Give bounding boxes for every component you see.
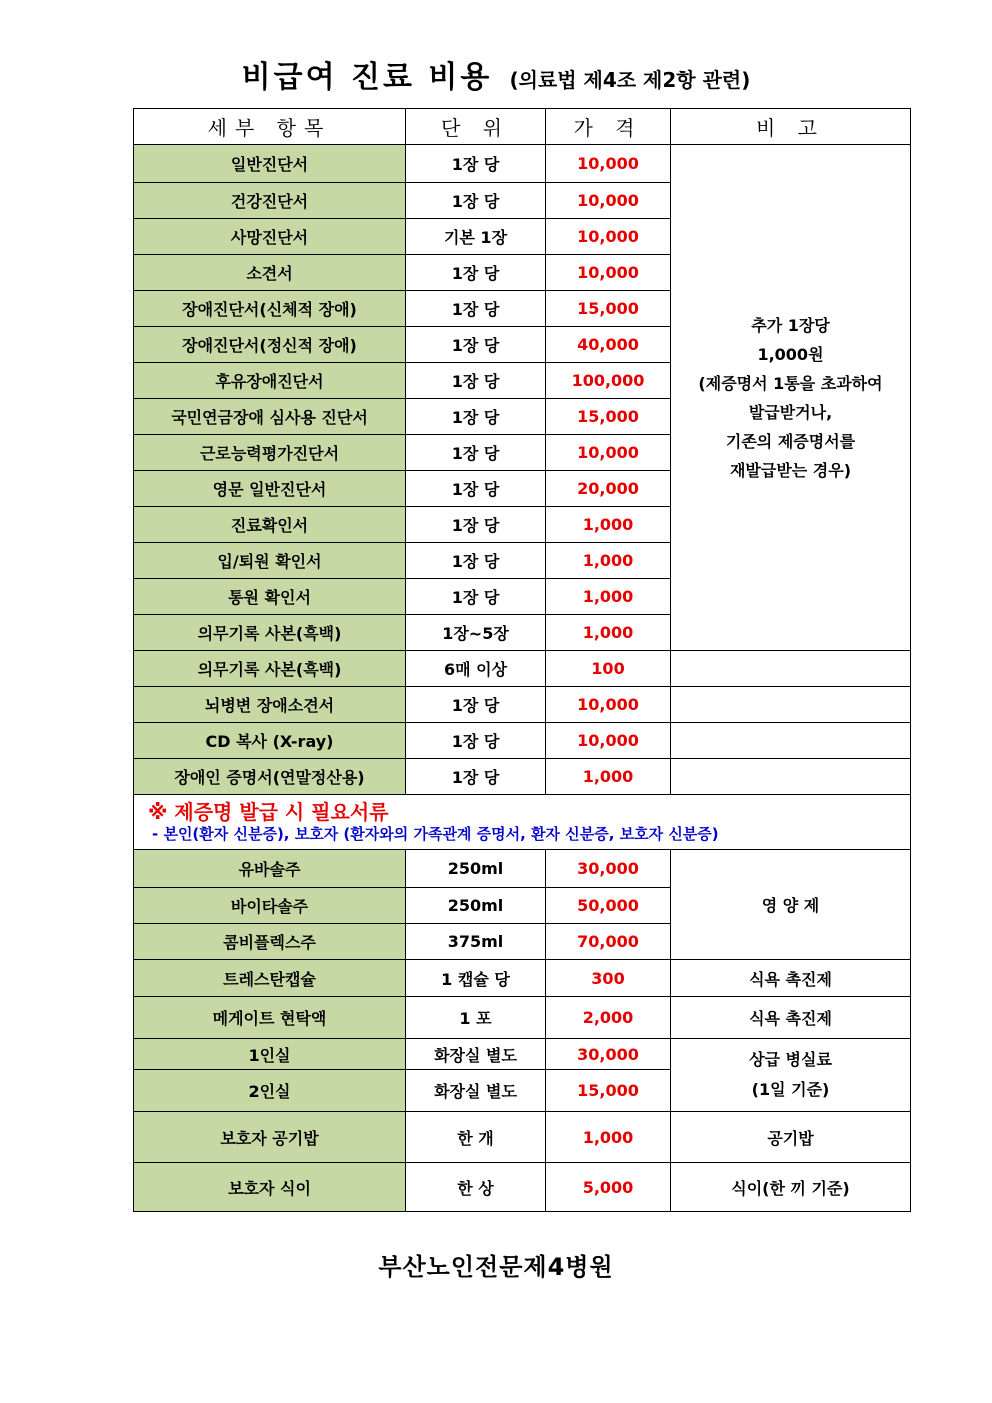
item-unit: 1장 당 [406,363,546,399]
item-name: 건강진단서 [134,183,406,219]
item-name: 뇌병변 장애소견서 [134,687,406,723]
item-price: 300 [546,960,671,997]
item-name: 메게이트 현탁액 [134,997,406,1039]
item-remark: 공기밥 [671,1112,911,1163]
item-unit: 1장 당 [406,327,546,363]
item-price: 5,000 [546,1163,671,1212]
item-price: 50,000 [546,888,671,924]
item-name: 1인실 [134,1039,406,1070]
certificate-remark [671,145,911,651]
item-name: 2인실 [134,1070,406,1112]
notice-row [134,795,911,850]
item-price: 15,000 [546,291,671,327]
item-remark: 식욕 촉진제 [671,960,911,997]
item-price: 15,000 [546,399,671,435]
item-name: 소견서 [134,255,406,291]
item-unit: 한 개 [406,1112,546,1163]
item-name: 통원 확인서 [134,579,406,615]
item-unit: 375ml [406,924,546,960]
item-unit: 1장 당 [406,759,546,795]
item-name: 진료확인서 [134,507,406,543]
item-unit: 250ml [406,888,546,924]
item-name: 일반진단서 [134,145,406,183]
item-name: 보호자 식이 [134,1163,406,1212]
item-name: 사망진단서 [134,219,406,255]
item-unit: 1장~5장 [406,615,546,651]
fee-table [133,108,911,1212]
item-remark: 식이(한 끼 기준) [671,1163,911,1212]
item-unit: 1장 당 [406,723,546,759]
item-price: 10,000 [546,255,671,291]
item-price: 10,000 [546,687,671,723]
item-price: 1,000 [546,579,671,615]
remark-line: 기존의 제증명서를 [725,431,856,451]
item-price: 10,000 [546,183,671,219]
document-title [0,52,992,96]
remark-line: (제증명서 1통을 초과하여 [698,373,883,393]
item-unit: 1장 당 [406,399,546,435]
table-header-row [134,109,911,145]
item-price: 2,000 [546,997,671,1039]
item-price: 1,000 [546,615,671,651]
room-remark-line: (1일 기준) [751,1080,830,1099]
table-row [134,651,911,687]
item-price: 1,000 [546,543,671,579]
item-remark [671,687,911,723]
item-unit: 기본 1장 [406,219,546,255]
item-unit: 1장 당 [406,687,546,723]
item-name: 의무기록 사본(흑백) [134,615,406,651]
item-price: 40,000 [546,327,671,363]
item-name: 보호자 공기밥 [134,1112,406,1163]
item-price: 1,000 [546,507,671,543]
title-main: 비급여 진료 비용 [241,60,493,95]
item-unit: 1 포 [406,997,546,1039]
item-unit: 1장 당 [406,183,546,219]
item-unit: 1장 당 [406,543,546,579]
item-name: 의무기록 사본(흑백) [134,651,406,687]
item-unit: 1장 당 [406,145,546,183]
table-row [134,759,911,795]
item-price: 100 [546,651,671,687]
room-remark-line: 상급 병실료 [749,1050,832,1069]
item-price: 20,000 [546,471,671,507]
table-row [134,1039,911,1070]
header-unit: 단 위 [406,109,546,145]
room-remark [671,1039,911,1112]
item-name: 장애진단서(신체적 장애) [134,291,406,327]
item-name: 트레스탄캡슐 [134,960,406,997]
item-remark [671,723,911,759]
item-unit: 6매 이상 [406,651,546,687]
item-price: 30,000 [546,850,671,888]
item-price: 30,000 [546,1039,671,1070]
item-name: 영문 일반진단서 [134,471,406,507]
item-name: 콤비플렉스주 [134,924,406,960]
item-unit: 1장 당 [406,507,546,543]
table-row [134,1112,911,1163]
item-price: 70,000 [546,924,671,960]
item-name: 유바솔주 [134,850,406,888]
item-price: 10,000 [546,219,671,255]
remark-line: 재발급받는 경우) [729,460,852,480]
item-remark [671,759,911,795]
item-price: 10,000 [546,435,671,471]
item-unit: 1장 당 [406,255,546,291]
item-price: 1,000 [546,1112,671,1163]
item-name: 장애인 증명서(연말정산용) [134,759,406,795]
item-unit: 화장실 별도 [406,1039,546,1070]
notice-detail: - 본인(환자 신분증), 보호자 (환자와의 가족관계 증명서, 환자 신분증, 보호자 신분증) [152,825,719,843]
header-item: 세부 항목 [134,109,406,145]
header-price: 가 격 [546,109,671,145]
header-remark: 비 고 [671,109,911,145]
item-price: 10,000 [546,145,671,183]
item-name: CD 복사 (X-ray) [134,723,406,759]
item-name: 바이타솔주 [134,888,406,924]
table-row [134,723,911,759]
item-unit: 1장 당 [406,435,546,471]
hospital-name: 부산노인전문제4병원 [378,1253,614,1281]
remark-line: 발급받거나, [748,402,833,422]
table-row [134,1163,911,1212]
item-unit: 화장실 별도 [406,1070,546,1112]
table-row [134,960,911,997]
table-row [134,145,911,183]
remark-line: 추가 1장당 [751,315,830,335]
item-remark: 식욕 촉진제 [671,997,911,1039]
item-name: 국민연금장애 심사용 진단서 [134,399,406,435]
notice-title: ※ 제증명 발급 시 필요서류 [148,800,389,824]
remark-line: 1,000원 [757,344,824,364]
item-unit: 한 상 [406,1163,546,1212]
item-price: 10,000 [546,723,671,759]
item-name: 근로능력평가진단서 [134,435,406,471]
table-row [134,850,911,888]
item-unit: 250ml [406,850,546,888]
item-name: 장애진단서(정신적 장애) [134,327,406,363]
item-unit: 1장 당 [406,291,546,327]
item-remark [671,651,911,687]
item-price: 15,000 [546,1070,671,1112]
item-unit: 1 캡슐 당 [406,960,546,997]
item-unit: 1장 당 [406,471,546,507]
item-unit: 1장 당 [406,579,546,615]
nutrition-remark: 영 양 제 [671,850,911,960]
item-name: 입/퇴원 확인서 [134,543,406,579]
table-row [134,997,911,1039]
title-sub: (의료법 제4조 제2항 관련) [509,68,751,92]
item-price: 100,000 [546,363,671,399]
item-price: 1,000 [546,759,671,795]
required-documents-notice [134,795,911,850]
table-row [134,687,911,723]
item-name: 후유장애진단서 [134,363,406,399]
